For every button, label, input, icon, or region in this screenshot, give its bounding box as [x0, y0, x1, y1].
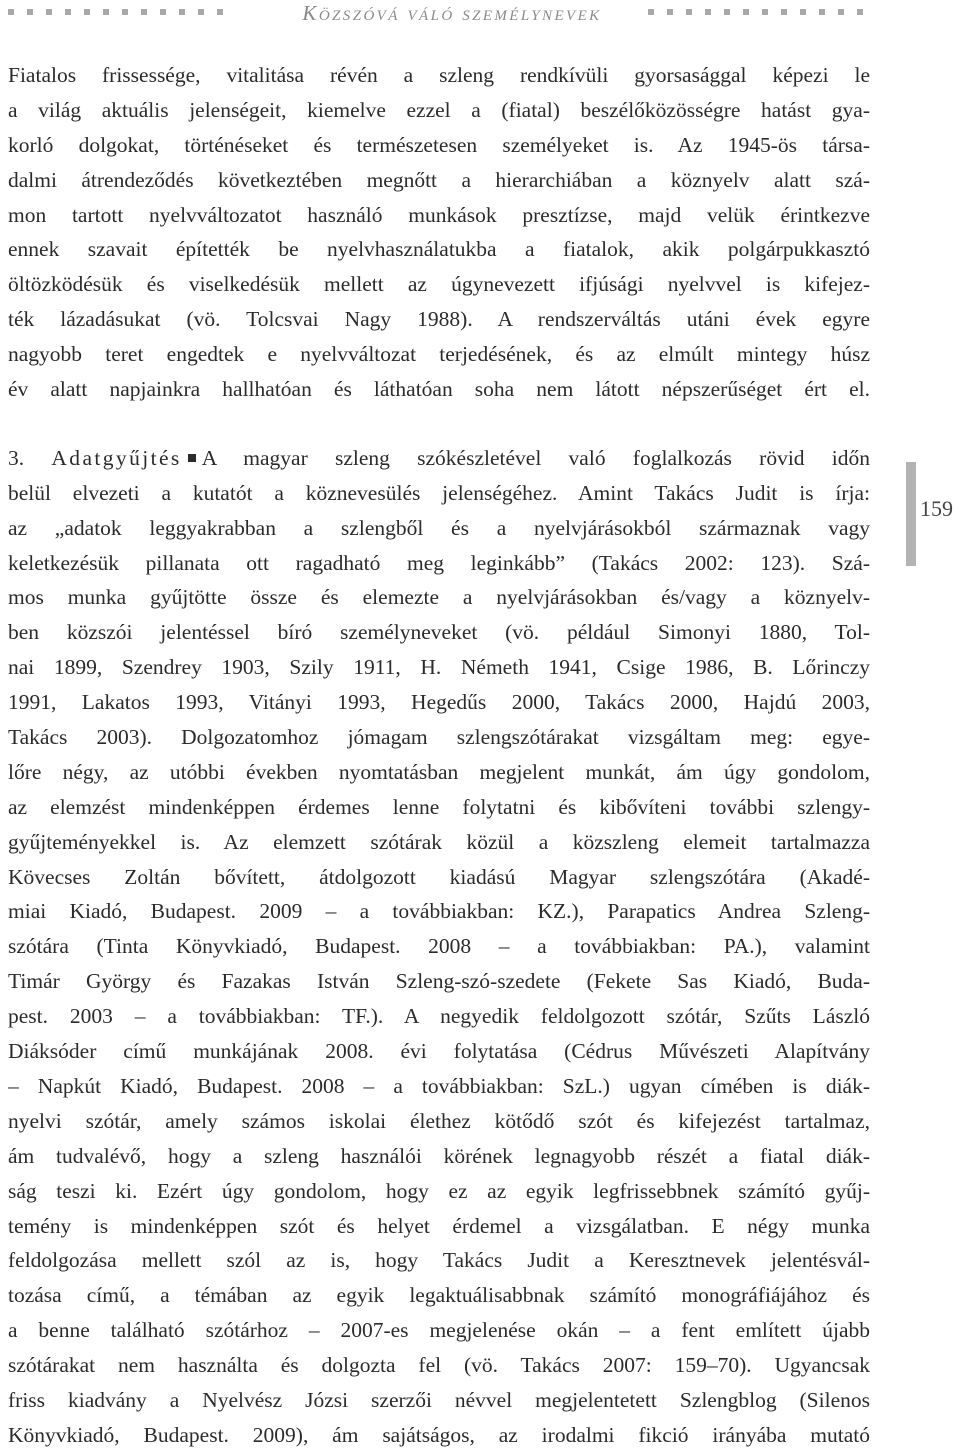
running-title: Közszóvá váló személynevek: [302, 1, 602, 25]
text-line: Könyvkiadó, Budapest. 2009), ám sajátságos, az irodalmi fikció irányába mutató: [8, 1422, 870, 1447]
text-line: Timár György és Fazakas István Szleng-szó-szedete (Fekete Sas Kiadó, Buda-: [8, 969, 870, 994]
text-line: a világ aktuális jelenségeit, kiemelve ezzel a (fiatal) beszélőközösségre hatást gya-: [8, 97, 870, 122]
text-line: – Napkút Kiadó, Budapest. 2008 – a továbbiakban: SzL.) ugyan címében is diák-: [8, 1073, 870, 1098]
paragraph-intro: [8, 58, 870, 407]
text-line: mon tartott nyelvváltozatot használó munkások presztízse, majd velük érintkezve: [8, 202, 870, 227]
page-edge-bar: [906, 462, 916, 566]
text-line: öltözködésük és viselkedésük mellett az úgynevezett ifjúsági nyelvvel is kifejez-: [8, 272, 870, 297]
text-line: friss kiadvány a Nyelvész Józsi szerzői névvel megjelentetett Szlengblog (Silenos: [8, 1387, 870, 1412]
text-line: ság teszi ki. Ezért úgy gondolom, hogy ez az egyik legfrissebbnek számító gyűj-: [8, 1178, 870, 1203]
header-ornament-square: [648, 9, 654, 15]
text-line: keletkezésük pillanata ott ragadható meg leginkább” (Takács 2002: 123). Szá-: [8, 550, 870, 575]
section-gap: [8, 407, 870, 441]
header-ornament-square: [705, 9, 711, 15]
text-line: gyűjteményekkel is. Az elemzett szótárak közül a közszleng elemeit tartalmazza: [8, 829, 870, 854]
section-title: Adatgyűjtés: [51, 445, 182, 470]
text-line: nagyobb teret engedtek e nyelvváltozat terjedésének, és az elmúlt mintegy húsz: [8, 342, 870, 367]
header-ornament-square: [179, 9, 185, 15]
text-line: Diáksóder című munkájának 2008. évi folytatása (Cédrus Művészeti Alapítvány: [8, 1039, 870, 1064]
text-line: a benne található szótárhoz – 2007-es megjelenése okán – a fent említett újabb: [8, 1318, 870, 1343]
header-ornament-square: [838, 9, 844, 15]
header-ornament-square: [667, 9, 673, 15]
header-ornament-square: [819, 9, 825, 15]
header-ornament-square: [217, 9, 223, 15]
text-line: szótárakat nem használta és dolgozta fel (vö. Takács 2007: 159–70). Ugyancsak: [8, 1353, 870, 1378]
text-line: ám tudvalévő, hogy a szleng használói körének legnagyobb részét a fiatal diák-: [8, 1143, 870, 1168]
header-ornament-square: [27, 9, 33, 15]
text-line: év alatt napjainkra hallhatóan és láthatóan soha nem látott népszerűséget ért el.: [8, 377, 870, 402]
header-ornament-square: [686, 9, 692, 15]
body-text: [8, 58, 870, 1453]
header-ornament-square: [762, 9, 768, 15]
header-ornament-square: [198, 9, 204, 15]
text-line: 1991, Lakatos 1993, Vitányi 1993, Hegedűs 2000, Takács 2000, Hajdú 2003,: [8, 690, 870, 715]
text-line: az elemzést mindenképpen érdemes lenne folytatni és kibővíteni további szlengy-: [8, 794, 870, 819]
text-line: ennek szavait építették be nyelvhasználatukba a fiatalok, akik polgárpukkasztó: [8, 237, 870, 262]
text-line: lőre négy, az utóbbi években nyomtatásban megjelent munkát, ám úgy gondolom,: [8, 759, 870, 784]
text-line: tozása című, a témában az egyik legaktuálisabbnak számító monográfiájához és: [8, 1283, 870, 1308]
header-ornament-square: [160, 9, 166, 15]
header-ornament-square: [800, 9, 806, 15]
header-ornament-square: [724, 9, 730, 15]
text-line: temény is mindenképpen szót és helyet érdemel a vizsgálatban. E négy munka: [8, 1213, 870, 1238]
text-line: pest. 2003 – a továbbiakban: TF.). A negyedik feldolgozott szótár, Szűts László: [8, 1004, 870, 1029]
text-line: belül elvezeti a kutatót a köznevesülés jelenségéhez. Amint Takács Judit is írja:: [8, 480, 870, 505]
text-line: feldolgozása mellett szól az is, hogy Takács Judit a Keresztnevek jelentésvál-: [8, 1248, 870, 1273]
section-heading-line: [8, 441, 870, 476]
header-ornament-square: [8, 9, 14, 15]
text-line: Kövecses Zoltán bővített, átdolgozott kiadású Magyar szlengszótára (Akadé-: [8, 864, 870, 889]
header-ornament-square: [84, 9, 90, 15]
text-line: ték lázadásukat (vö. Tolcsvai Nagy 1988). A rendszerváltás utáni évek egyre: [8, 307, 870, 332]
text-line: dalmi átrendeződés következtében megnőtt a hierarchiában a köznyelv alatt szá-: [8, 167, 870, 192]
header-ornament-square: [743, 9, 749, 15]
text-line: miai Kiadó, Budapest. 2009 – a továbbiakban: KZ.), Parapatics Andrea Szleng-: [8, 899, 870, 924]
header-ornament-square: [781, 9, 787, 15]
text-line: nai 1899, Szendrey 1903, Szily 1911, H. Németh 1941, Csige 1986, B. Lőrinczy: [8, 655, 870, 680]
header-ornament-square: [65, 9, 71, 15]
text-line: nyelvi szótár, amely számos iskolai élethez kötődő szót és kifejezést tartalmaz,: [8, 1108, 870, 1133]
header-ornament-square: [122, 9, 128, 15]
section-first-line: A magyar szleng szókészletével való foglalkozás rövid időn: [201, 445, 870, 470]
text-line: Fiatalos frissessége, vitalitása révén a szleng rendkívüli gyorsasággal képezi le: [8, 63, 870, 87]
header-ornament-square: [141, 9, 147, 15]
text-line: Takács 2003). Dolgozatomhoz jómagam szlengszótárakat vizsgáltam meg: egye-: [8, 725, 870, 750]
page-number: 159: [920, 496, 953, 521]
header-ornament-square: [103, 9, 109, 15]
section-number: 3.: [8, 445, 25, 470]
running-header: [0, 0, 960, 24]
header-ornament-square: [857, 9, 863, 15]
square-bullet-icon: [188, 454, 196, 462]
header-ornament-square: [46, 9, 52, 15]
text-line: az „adatok leggyakrabban a szlengből és a nyelvjárásokból származnak vagy: [8, 515, 870, 540]
text-line: szótára (Tinta Könyvkiadó, Budapest. 2008 – a továbbiakban: PA.), valamint: [8, 934, 870, 959]
text-line: ben közszói jelentéssel bíró személyneveket (vö. például Simonyi 1880, Tol-: [8, 620, 870, 645]
text-line: korló dolgokat, történéseket és természetesen személyeket is. Az 1945-ös társa-: [8, 132, 870, 157]
section-adatgyujtes: [8, 441, 870, 1453]
text-line: mos munka gyűjtötte össze és elemezte a nyelvjárásokban és/vagy a köznyelv-: [8, 585, 870, 610]
